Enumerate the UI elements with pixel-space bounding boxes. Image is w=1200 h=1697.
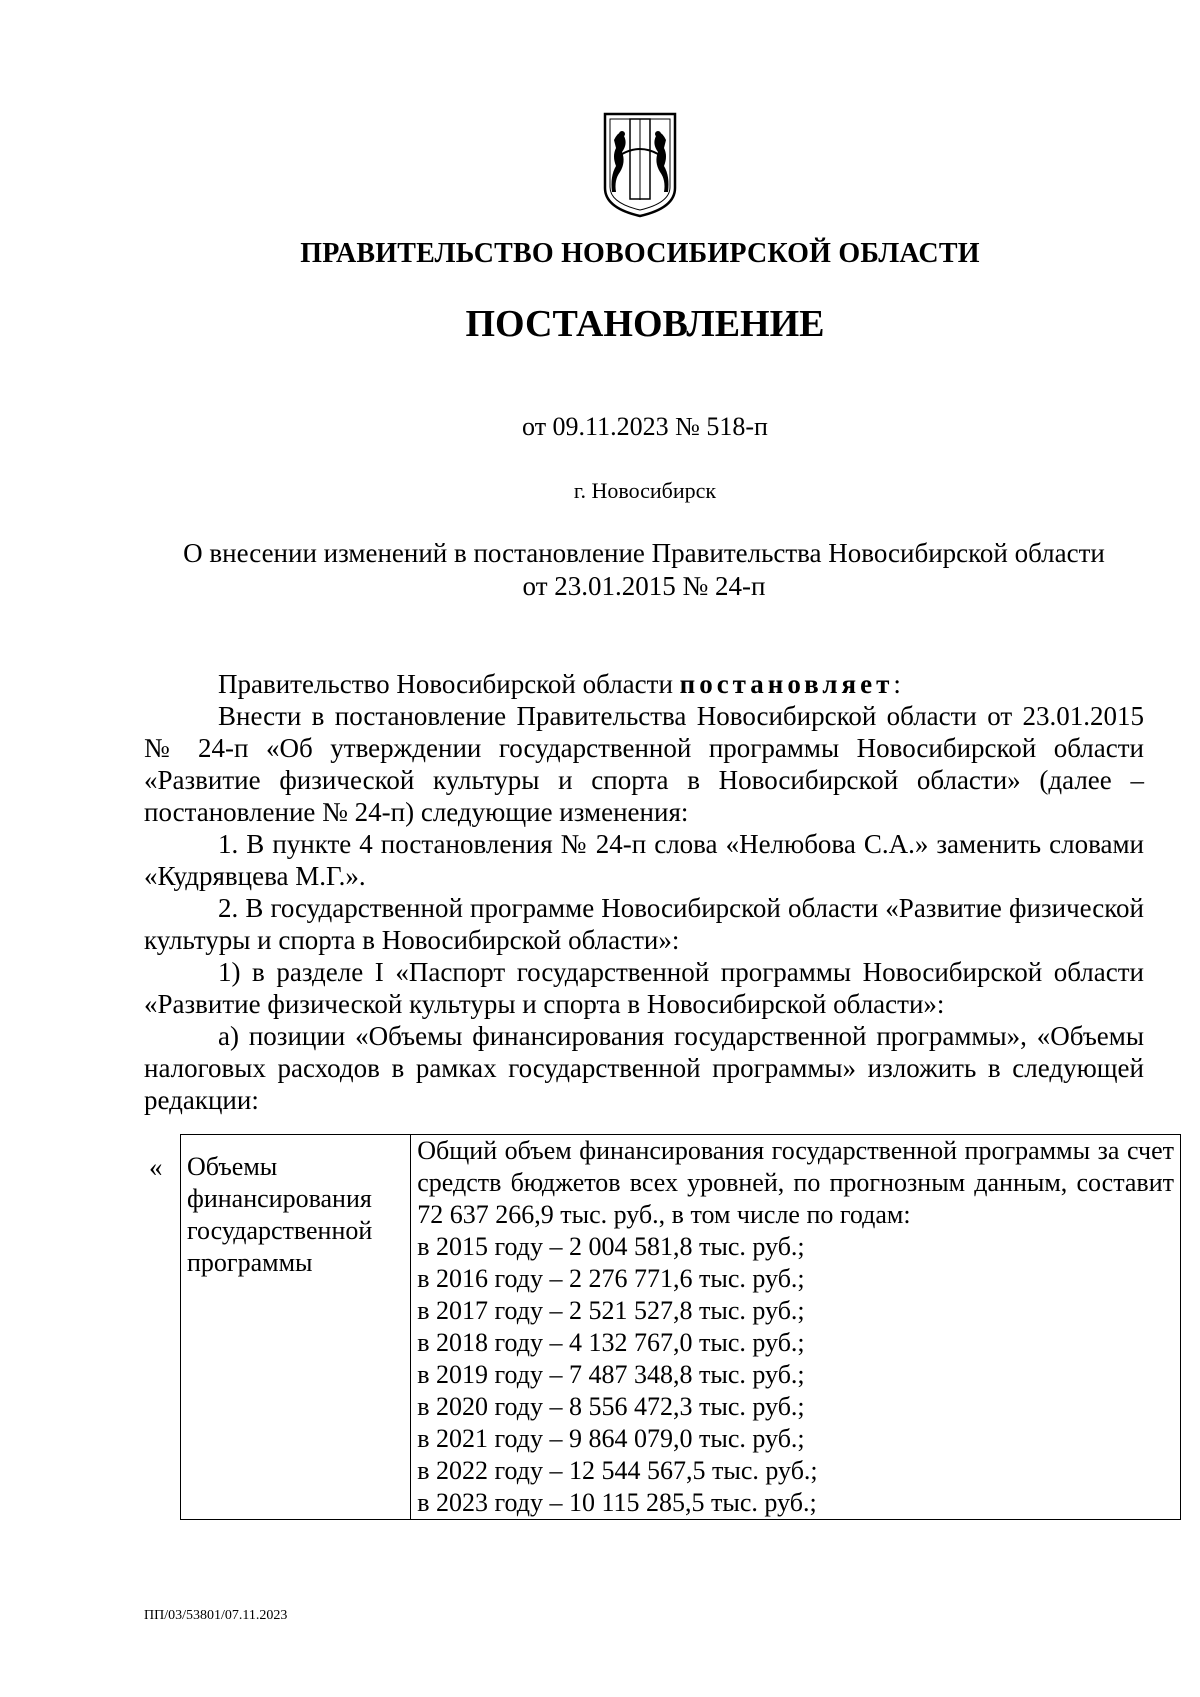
- opening-quote: «: [149, 1152, 163, 1182]
- financing-table: [180, 1134, 1181, 1520]
- document-body: [144, 668, 1144, 1116]
- paragraph-subitem-1: 1) в разделе I «Паспорт государственной программы Новосибирской области «Развитие физической культуры и спорта в Новосибирской области»:: [144, 957, 1144, 1019]
- year-amount-line: в 2021 году – 9 864 079,0 тыс. руб.;: [417, 1424, 805, 1453]
- year-amount-line: в 2022 году – 12 544 567,5 тыс. руб.;: [417, 1456, 818, 1485]
- year-amount-line: в 2019 году – 7 487 348,8 тыс. руб.;: [417, 1360, 805, 1389]
- document-code-footer: ПП/03/53801/07.11.2023: [144, 1608, 288, 1623]
- subject-line-1: О внесении изменений в постановление Правительства Новосибирской области: [183, 538, 1105, 568]
- financing-total-text: Общий объем финансирования государственной программы за счет средств бюджетов всех уровней, по прогнозным данным, составит 72 637 266,9 тыс. руб., в том числе по годам:: [417, 1136, 1174, 1229]
- table-row: [181, 1135, 1181, 1520]
- resolves-word: постановляет: [679, 669, 894, 699]
- paragraph-amend-intro: Внести в постановление Правительства Новосибирской области от 23.01.2015 № 24-п «Об утверждении государственной программы Новосибирской области «Развитие физической культуры и спорта в Новосибирской области» (далее – постановление № 24-п) следующие изменения:: [144, 701, 1144, 827]
- financing-value-cell: [411, 1135, 1181, 1520]
- year-amount-line: в 2015 году – 2 004 581,8 тыс. руб.;: [417, 1232, 805, 1261]
- government-title: ПРАВИТЕЛЬСТВО НОВОСИБИРСКОЙ ОБЛАСТИ: [300, 238, 980, 269]
- year-amount-line: в 2023 году – 10 115 285,5 тыс. руб.;: [417, 1488, 817, 1517]
- paragraph-subitem-a: а) позиции «Объемы финансирования государственной программы», «Объемы налоговых расходов в рамках государственной программы» изложить в следующей редакции:: [144, 1021, 1144, 1115]
- coat-of-arms-emblem: [600, 110, 680, 220]
- year-amount-line: в 2016 году – 2 276 771,6 тыс. руб.;: [417, 1264, 805, 1293]
- year-amount-line: в 2017 году – 2 521 527,8 тыс. руб.;: [417, 1296, 805, 1325]
- subject-line-2: от 23.01.2015 № 24-п: [522, 571, 766, 601]
- resolves-prefix: Правительство Новосибирской области: [218, 669, 680, 699]
- resolution-paragraph: [144, 668, 1144, 700]
- paragraph-item-1: 1. В пункте 4 постановления № 24-п слова «Нелюбова С.А.» заменить словами «Кудрявцева М.Г.».: [144, 829, 1144, 891]
- document-subject: [144, 537, 1144, 603]
- date-and-number: от 09.11.2023 № 518-п: [522, 412, 768, 441]
- financing-label-cell: Объемы финансирования государственной программы: [181, 1135, 411, 1520]
- year-amount-line: в 2018 году – 4 132 767,0 тыс. руб.;: [417, 1328, 805, 1357]
- paragraph-item-2: 2. В государственной программе Новосибирской области «Развитие физической культуры и спорта в Новосибирской области»:: [144, 893, 1144, 955]
- year-amount-line: в 2020 году – 8 556 472,3 тыс. руб.;: [417, 1392, 805, 1421]
- document-type-title: ПОСТАНОВЛЕНИЕ: [465, 303, 825, 345]
- city-name: г. Новосибирск: [573, 478, 717, 503]
- resolves-suffix: :: [893, 669, 901, 699]
